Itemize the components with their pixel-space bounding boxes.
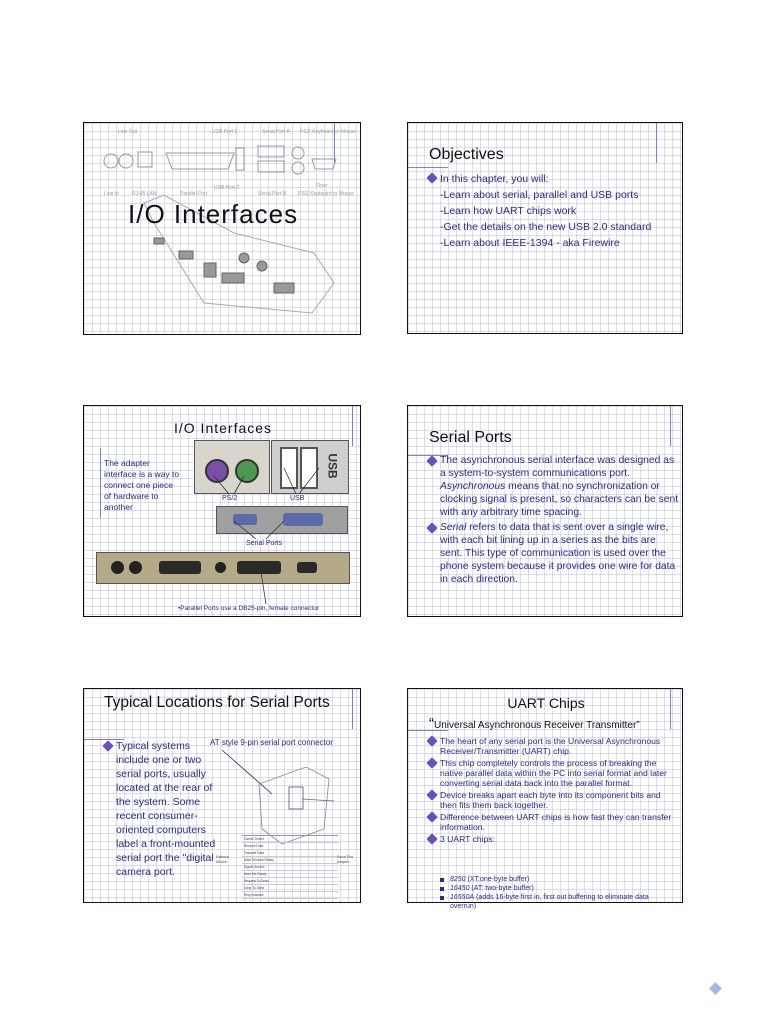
bullet-icon [426,522,437,533]
external-device-label: External Device [216,855,229,864]
list-item: In this chapter, you will: [428,171,678,187]
callout-lines [84,406,362,618]
slide-6 [407,688,683,910]
list-item: Typical systems include one or two serial ports, usually located at the rear of the system. Some recent consumer-oriented computers label a front-mounted serial port the "digital camera port. [104,739,216,879]
usb-label: USB [290,495,305,502]
square-bullet-icon [440,896,444,900]
list-item: -Get the details on the new USB 2.0 standard [440,221,652,233]
table-row: Carrier Detect [242,836,338,843]
table-row: Clear To Send [242,885,338,892]
port-label: Parallel Port [180,191,208,197]
list-item: The heart of any serial port is the Universal Asynchronous Receiver/Transmitter (UART) chip. [428,736,676,756]
bullet-icon [426,172,437,183]
ps2-label: PS/2 [222,495,238,502]
uart-chip-list [440,875,676,911]
parallel-caption: •Parallel Ports use a DB25-pin, female connector [178,605,320,612]
list-item: 8250 (XT:one-byte buffer) [440,875,676,884]
list-item: Serial refers to data that is sent over a single wire, with each bit lining up in a series as the bits are sent. This type of communication is used over the phone system because it provides one wire for data in each direction. [428,521,680,586]
serial-ports-label: Serial Ports [246,540,283,547]
slide-2 [407,122,683,334]
list-item: 3 UART chips: [428,834,676,844]
port-label: Serial Port B [258,191,287,197]
pinout-table [242,835,338,900]
slide-title: Objectives [429,146,504,163]
slide-3 [83,405,361,617]
bullet-icon [426,455,437,466]
slide-4 [407,405,683,617]
list-item: 16450 (AT: two-byte buffer) [440,884,676,893]
serial-ports-list [428,454,680,586]
slide-5 [83,688,361,903]
square-bullet-icon [440,887,444,891]
slide-accent [670,406,671,446]
list-item: Difference between UART chips is how fast they can transfer information. [428,812,676,832]
list-item: The asynchronous serial interface was designed as a system-to-system communications port. Asynchronous means that no synchronization or clocking signal is present, so characters can be sent with any arbitrary time spacing. [428,454,680,519]
slide-subtitle: “Universal Asynchronous Receiver Transmitter” [429,715,640,732]
list-item: -Learn how UART chips work [440,205,577,217]
slide-title: Typical Locations for Serial Ports [104,694,330,711]
port-label: Serial Port A [262,129,290,135]
slide-title: UART Chips [507,695,585,711]
figure-label: AT style 9-pin serial port connector [210,738,333,747]
slide-accent [408,167,448,168]
slide-title: Serial Ports [429,429,512,446]
slide-title: I/O Interfaces [128,199,299,229]
port-label: Line In [104,191,120,197]
port-label: USB Port 2 [214,185,240,191]
list-item: -Learn about IEEE-1394 - aka Firewire [440,237,620,249]
adapter-note: The adapter interface is a way to connect one piece of hardware to another [104,458,180,512]
slide-accent [656,123,657,163]
list-item: Device breaks apart each byte into its component bits and then fits them back together. [428,790,676,810]
serial-adapter-label: Serial Port Adapter [337,855,354,864]
list-item: -Learn about serial, parallel and USB ports [440,189,639,201]
page-diamond-icon [709,982,722,995]
list-item: This chip completely controls the process of breaking the native parallel data within the PC into serial format and later converting serial data back into the parallel format. [428,758,676,788]
bullet-icon [426,789,437,800]
port-label: USB Port 1 [212,129,238,135]
table-row: Request To Send [242,878,338,885]
objectives-list [428,171,678,251]
table-row: Receive Data [242,843,338,850]
port-label: Floor [316,183,328,189]
port-label: RJ-45 LAN [132,191,157,197]
port-label: Line Out [118,129,137,135]
table-row: Ring Indicator [242,892,338,899]
usb-logo: USB [325,453,340,479]
table-row: Signal Ground [242,864,338,871]
bullet-icon [426,757,437,768]
table-row: Data Set Ready [242,871,338,878]
slide-1 [83,122,361,335]
table-row: Data Terminal Ready [242,857,338,864]
list-item: 16550A (adds 16-byte first in, first out buffering to eliminate data overrun) [440,893,676,911]
square-bullet-icon [440,878,444,882]
bullet-icon [426,735,437,746]
port-label: PS/2 Keyboard or Mouse [300,129,356,135]
bullet-icon [426,833,437,844]
bullet-icon [426,811,437,822]
table-row: Transmit Data [242,850,338,857]
slide-title: I/O Interfaces [174,420,273,436]
port-label: PS/2 Keyboard or Mouse [298,191,354,197]
uart-list [428,736,676,845]
